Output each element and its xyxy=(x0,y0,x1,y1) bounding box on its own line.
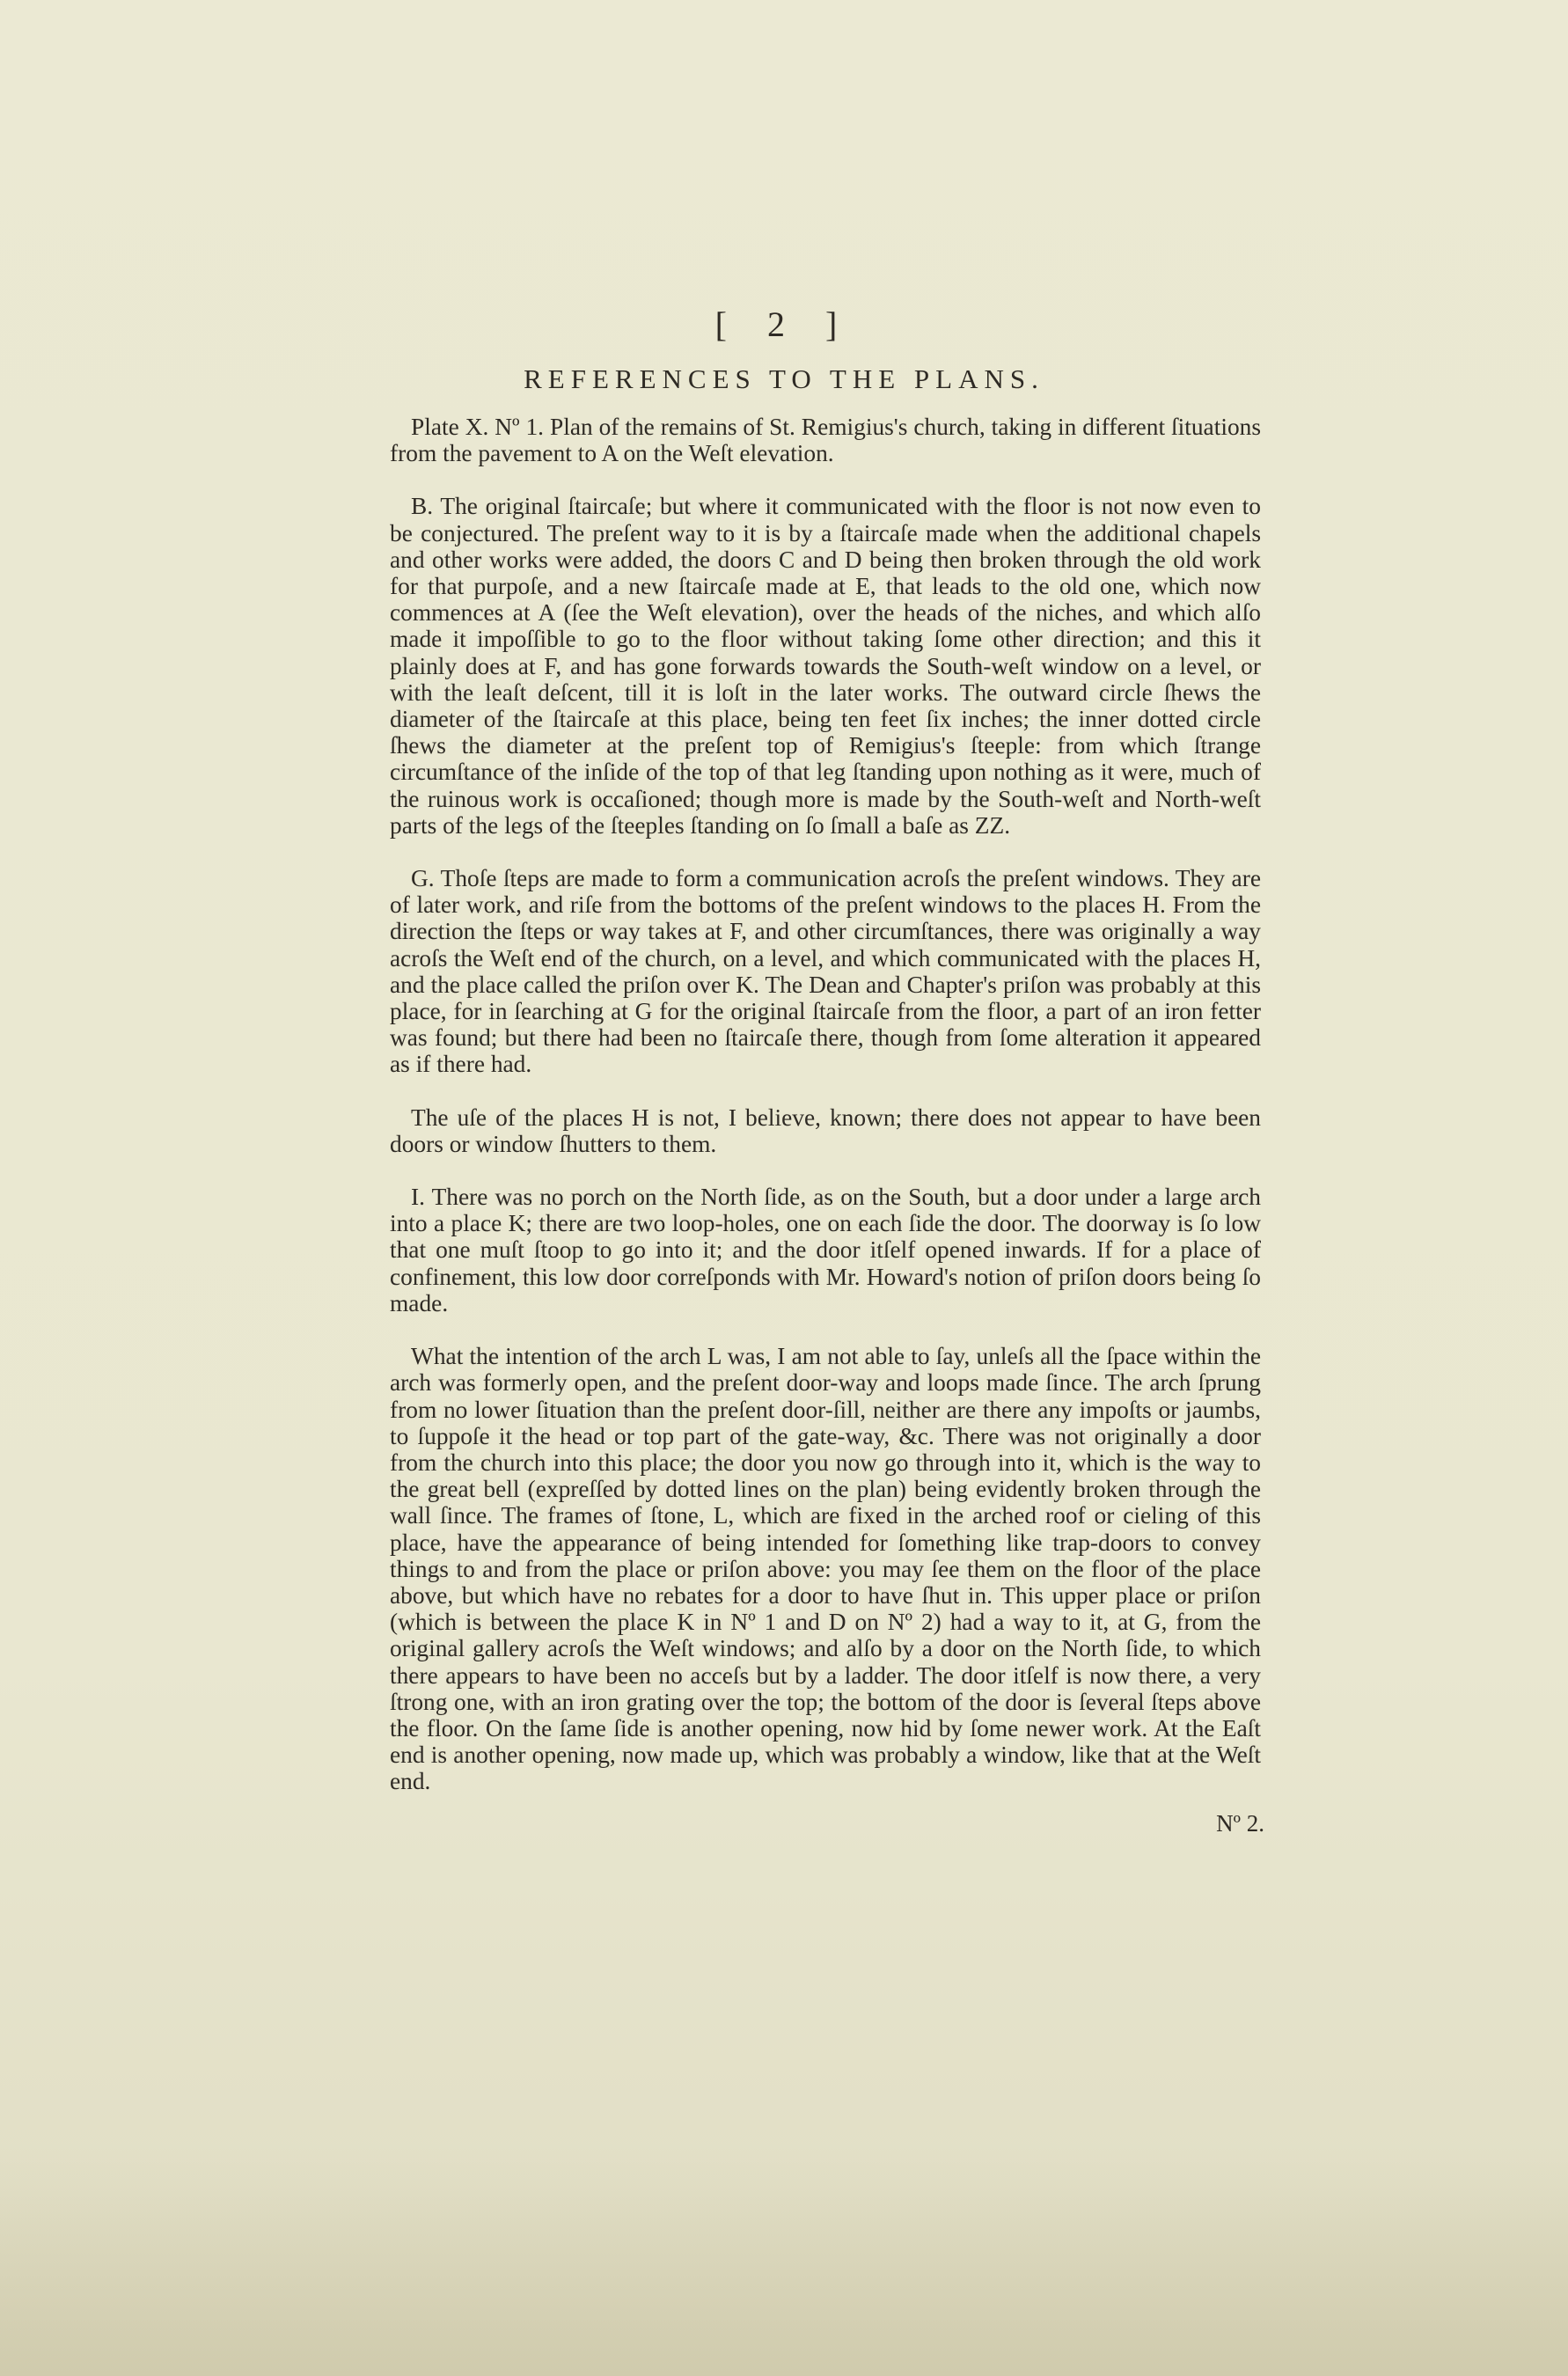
page-bottom-shading xyxy=(0,2147,1568,2376)
page-number: [ 2 ] xyxy=(714,304,854,344)
catchword: Nº 2. xyxy=(1216,1810,1264,1837)
paragraph-places-h: The uſe of the places H is not, I believe, known; there does not appear to have been doors or window ſhutters to them. xyxy=(390,1104,1261,1157)
paragraph-i: I. There was no porch on the North ſide, as on the South, but a door under a large arch into a place K; there are two loop-holes, one on each ſide the door. The doorway is ſo low that one muſt ſtoop to go into it; and the door itſelf opened inwards. If for a place of confinement, this low door correſponds with Mr. Howard's notion of priſon doors being ſo made. xyxy=(390,1184,1261,1316)
paragraph-arch-l: What the intention of the arch L was, I am not able to ſay, unleſs all the ſpace within the arch was formerly open, and the preſent door-way and loops made ſince. The arch ſprung from no lower ſituation than the preſent door-ſill, neither are there any impoſts or jaumbs, to ſuppoſe it the head or top part of the gate-way, &c. There was not originally a door from the church into this place; the door you now go through into it, which is the way to the great bell (expreſſed by dotted lines on the plan) being evidently broken through the wall ſince. The frames of ſtone, L, which are fixed in the arched roof or cieling of this place, have the appearance of being intended for ſomething like trap-doors to convey things to and from the place or priſon above: you may ſee them on the floor of the place above, but which have no rebates for a door to have ſhut in. This upper place or priſon (which is between the place K in Nº 1 and D on Nº 2) had a way to it, at G, from the original gallery acroſs the Weſt windows; and alſo by a door on the North ſide, to which there appears to have been no acceſs but by a ladder. The door itſelf is now there, a very ſtrong one, with an iron grating over the top; the bottom of the door is ſeveral ſteps above the floor. On the ſame ſide is another opening, now hid by ſome newer work. At the Eaſt end is another opening, now made up, which was probably a window, like that at the Weſt end. xyxy=(390,1343,1261,1795)
paragraph-plate-x: Plate X. Nº 1. Plan of the remains of St. Remigius's church, taking in different ſituations from the pavement to A on the Weſt elevation. xyxy=(390,414,1261,467)
paragraph-g: G. Thoſe ſteps are made to form a communication acroſs the preſent windows. They are of later work, and riſe from the bottoms of the preſent windows to the places H. From the direction the ſteps or way takes at F, and other circumſtances, there was originally a way acroſs the Weſt end of the church, on a level, and which communicated with the places H, and the place called the priſon over K. The Dean and Chapter's priſon was probably at this place, for in ſearching at G for the original ſtaircaſe from the floor, a part of an iron fetter was found; but there had been no ſtaircaſe there, though from ſome alteration it appeared as if there had. xyxy=(390,865,1261,1078)
body-text xyxy=(390,414,1261,1822)
section-heading: REFERENCES TO THE PLANS. xyxy=(524,363,1044,394)
paragraph-b: B. The original ſtaircaſe; but where it communicated with the floor is not now even to be conjectured. The preſent way to it is by a ſtaircaſe made when the additional chapels and other works were added, the doors C and D being then broken through the old work for that purpoſe, and a new ſtaircaſe made at E, that leads to the old one, which now commences at A (ſee the Weſt elevation), over the heads of the niches, and which alſo made it impoſſible to go to the floor without taking ſome other direction; and this it plainly does at F, and has gone forwards towards the South-weſt window on a level, or with the leaſt deſcent, till it is loſt in the later works. The outward circle ſhews the diameter of the ſtaircaſe at this place, being ten feet ſix inches; the inner dotted circle ſhews the diameter at the preſent top of Remigius's ſteeple: from which ſtrange circumſtance of the inſide of the top of that leg ſtanding upon nothing as it were, much of the ruinous work is occaſioned; though more is made by the South-weſt and North-weſt parts of the legs of the ſteeples ſtanding on ſo ſmall a baſe as ZZ. xyxy=(390,493,1261,839)
